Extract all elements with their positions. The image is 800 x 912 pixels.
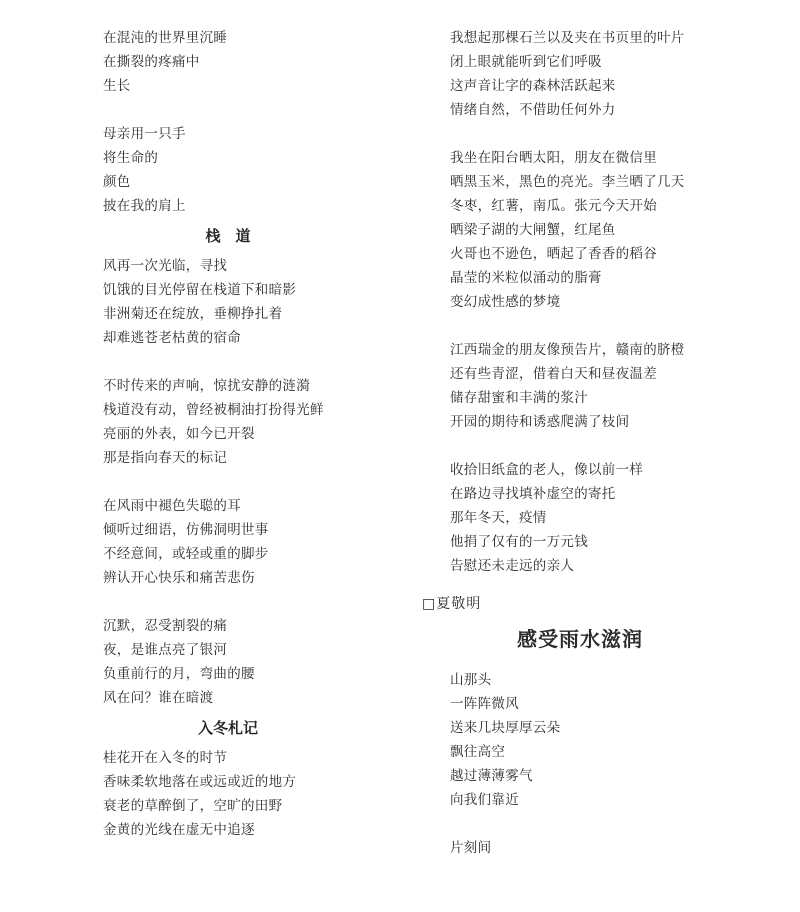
- poem-line: 在混沌的世界里沉睡: [103, 30, 228, 46]
- poem-line: 在风雨中褪色失聪的耳: [103, 498, 241, 514]
- poem-line: 在路边寻找填补虚空的寄托: [450, 486, 616, 502]
- poem-line: 在撕裂的疼痛中: [103, 54, 200, 70]
- poem-line: 辨认开心快乐和痛苦悲伤: [103, 570, 255, 586]
- poem-line: 闭上眼就能听到它们呼吸: [450, 54, 602, 70]
- poem-line: 披在我的肩上: [103, 198, 186, 214]
- stanza: [450, 836, 782, 860]
- poem-zhandao: [103, 224, 403, 710]
- stanza: [450, 338, 782, 434]
- author-byline: □夏敬明: [422, 596, 482, 612]
- poem-line: 那年冬天，疫情: [450, 510, 547, 526]
- poem-line: 告慰还未走远的亲人: [450, 558, 575, 574]
- poem-line: 不时传来的声响，惊扰安静的涟漪: [103, 378, 310, 394]
- poem-title: 栈 道: [205, 227, 251, 245]
- poem-line: 送来几块厚厚云朵: [450, 720, 561, 736]
- poem-line: 晒梁子湖的大闸蟹，红尾鱼: [450, 222, 616, 238]
- poem-line: 亮丽的外表，如今已开裂: [103, 426, 255, 442]
- poem-line: 衰老的草醉倒了，空旷的田野: [103, 798, 283, 814]
- poem-line: 饥饿的目光停留在栈道下和暗影: [103, 282, 297, 298]
- intro-poem: [103, 26, 403, 218]
- poem-title: 感受雨水滋润: [517, 627, 643, 651]
- poem-line: 飘往高空: [450, 744, 506, 760]
- poem-line: 倾听过细语，仿佛洞明世事: [103, 522, 269, 538]
- poem-line: 那是指向春天的标记: [103, 450, 228, 466]
- poem-line: 沉默，忍受割裂的痛: [103, 618, 228, 634]
- stanza: [103, 746, 403, 842]
- poem-line: 夜，是谁点亮了银河: [103, 642, 228, 658]
- poem-line: 却难逃苍老枯黄的宿命: [103, 330, 241, 346]
- poem-line: 这声音让字的森林活跃起来: [450, 78, 616, 94]
- stanza: [450, 146, 782, 314]
- left-column: [103, 26, 403, 842]
- stanza: [103, 494, 403, 590]
- right-column: [422, 26, 782, 860]
- poem-line: 还有些青涩，借着白天和昼夜温差: [450, 366, 657, 382]
- poem-line: 储存甜蜜和丰满的浆汁: [450, 390, 588, 406]
- poem-rudong-continued: [422, 26, 782, 578]
- poem-line: 风在问？谁在暗渡: [103, 690, 214, 706]
- stanza: [103, 254, 403, 350]
- poem-line: 将生命的: [103, 150, 159, 166]
- poem-line: 向我们靠近: [450, 792, 519, 808]
- poem-line: 江西瑞金的朋友像预告片，赣南的脐橙: [450, 342, 685, 358]
- stanza: [103, 614, 403, 710]
- poem-line: 我坐在阳台晒太阳，朋友在微信里: [450, 150, 657, 166]
- poem-line: 金黄的光线在虚无中追逐: [103, 822, 255, 838]
- poem-line: 冬枣，红薯，南瓜。张元今天开始: [450, 198, 657, 214]
- poem-line: 晒黑玉米，黑色的亮光。李兰晒了几天: [450, 174, 685, 190]
- poem-line: 颜色: [103, 174, 131, 190]
- poem-line: 山那头: [450, 672, 492, 688]
- poem-ganshou: [422, 668, 782, 860]
- poem-line: 变幻成性感的梦境: [450, 294, 561, 310]
- stanza: [103, 374, 403, 470]
- poem-line: 桂花开在入冬的时节: [103, 750, 228, 766]
- stanza: [450, 26, 782, 122]
- poem-line: 负重前行的月，弯曲的腰: [103, 666, 255, 682]
- poem-title: 入冬札记: [197, 719, 258, 737]
- stanza: [450, 458, 782, 578]
- poem-line: 收拾旧纸盒的老人，像以前一样: [450, 462, 644, 478]
- poem-line: 晶莹的米粒似涌动的脂膏: [450, 270, 602, 286]
- poem-line: 他捐了仅有的一万元钱: [450, 534, 588, 550]
- poem-line: 生长: [103, 78, 131, 94]
- poem-line: 一阵阵微风: [450, 696, 519, 712]
- poem-line: 越过薄薄雾气: [450, 768, 533, 784]
- stanza: [103, 26, 403, 98]
- poem-line: 火哥也不逊色，晒起了香香的稻谷: [450, 246, 657, 262]
- poem-line: 开园的期待和诱惑爬满了枝间: [450, 414, 630, 430]
- poem-rudong: [103, 716, 403, 842]
- poem-line: 栈道没有动，曾经被桐油打扮得光鲜: [103, 402, 324, 418]
- stanza: [103, 122, 403, 218]
- poem-line: 风再一次光临，寻找: [103, 258, 228, 274]
- poem-line: 香味柔软地落在或远或近的地方: [103, 774, 297, 790]
- poem-line: 我想起那棵石兰以及夹在书页里的叶片: [450, 30, 685, 46]
- poem-line: 片刻间: [450, 840, 492, 856]
- poem-line: 非洲菊还在绽放，垂柳挣扎着: [103, 306, 283, 322]
- poem-line: 情绪自然，不借助任何外力: [450, 102, 616, 118]
- poem-line: 不经意间，或轻或重的脚步: [103, 546, 269, 562]
- stanza: [450, 668, 782, 812]
- poem-line: 母亲用一只手: [103, 126, 186, 142]
